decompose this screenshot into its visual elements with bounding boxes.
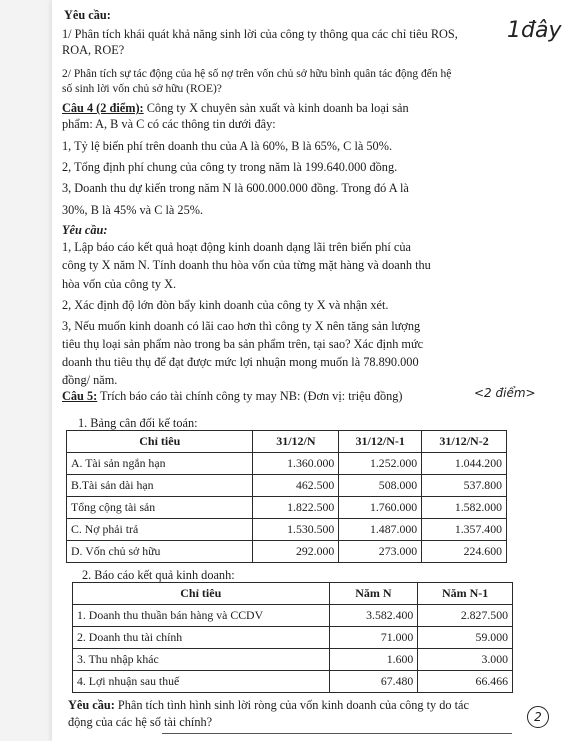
row-label-cell: 3. Thu nhập khác [73, 649, 330, 671]
cau4-req-3-line-2: tiêu thụ loại sản phẩm nào trong ba sản phẩm trên, tại sao? Xác định mức [62, 337, 424, 351]
value-cell: 1.357.400 [422, 519, 507, 541]
table-row [73, 627, 513, 649]
cau5-intro-text: Trích báo cáo tài chính công ty may NB: (Đơn vị: triệu đồng) [97, 389, 403, 403]
cau5-title: Câu 5: [62, 389, 98, 403]
row-label-cell: 2. Doanh thu tài chính [73, 627, 330, 649]
cau4-item-1: 1, Tỷ lệ biến phí trên doanh thu của A là 60%, B là 65%, C là 50%. [62, 139, 393, 153]
column-header: Năm N [329, 583, 418, 605]
question-2-line-1: 2/ Phân tích sự tác động của hệ số nợ trên vốn chủ sở hữu bình quân tác động đến hệ [62, 68, 452, 80]
cau5-req-line-1 [68, 698, 469, 713]
table-row [67, 519, 507, 541]
row-label-cell: C. Nợ phải trả [67, 519, 253, 541]
income-statement-body [73, 605, 513, 693]
row-label-cell: Tổng cộng tài sản [67, 497, 253, 519]
value-cell: 537.800 [422, 475, 507, 497]
row-label-cell: 1. Doanh thu thuần bán hàng và CCDV [73, 605, 330, 627]
table-header-row [67, 431, 507, 453]
value-cell: 1.487.000 [339, 519, 422, 541]
question-2-line-2: số sinh lời vốn chủ sở hữu (ROE)? [62, 83, 222, 95]
value-cell: 59.000 [418, 627, 513, 649]
value-cell: 462.500 [253, 475, 339, 497]
column-header: Chỉ tiêu [67, 431, 253, 453]
value-cell: 508.000 [339, 475, 422, 497]
cau5-req-text: Phân tích tình hình sinh lời ròng của vốn kinh doanh của công ty do tác [114, 698, 469, 712]
cau4-req-1-line-3: hòa vốn của công ty X. [62, 277, 177, 291]
page-number: 2 [527, 706, 549, 728]
table-row [73, 649, 513, 671]
table-row [73, 671, 513, 693]
cau5-intro [62, 389, 403, 404]
cau4-yeu-cau: Yêu cầu: [62, 223, 108, 237]
value-cell: 1.760.000 [339, 497, 422, 519]
column-header: 31/12/N [253, 431, 339, 453]
table-row [67, 475, 507, 497]
handwritten-note-top: 1đây [507, 18, 562, 43]
table-row [67, 541, 507, 563]
cau4-req-1-line-1: 1, Lập báo cáo kết quả hoạt động kinh doanh dạng lãi trên biến phí của [62, 240, 411, 254]
value-cell: 67.480 [329, 671, 418, 693]
value-cell: 1.822.500 [253, 497, 339, 519]
cau4-intro-text: Công ty X chuyên sản xuất và kinh doanh ba loại sản [143, 101, 409, 115]
value-cell: 1.044.200 [422, 453, 507, 475]
table-header-row [73, 583, 513, 605]
heading-yeu-cau: Yêu cầu: [64, 8, 111, 22]
cau4-req-3-line-4: đồng/ năm. [62, 373, 118, 387]
bottom-divider [162, 733, 512, 734]
cau4-req-1-line-2: công ty X năm N. Tính doanh thu hòa vốn của từng mặt hàng và doanh thu [62, 258, 431, 272]
table-1-title: 1. Bảng cân đối kế toán: [78, 416, 198, 430]
cau5-yeu-cau: Yêu cầu: [68, 698, 115, 712]
row-label-cell: D. Vốn chủ sở hữu [67, 541, 253, 563]
table-2-title: 2. Báo cáo kết quả kinh doanh: [82, 568, 235, 582]
handwritten-note-cau5: <2 điểm> [474, 386, 536, 400]
cau4-intro-line-1 [62, 101, 409, 116]
value-cell: 1.252.000 [339, 453, 422, 475]
cau4-req-3-line-3: doanh thu tiêu thụ để đạt được mức lợi nhuận mong muốn là 78.890.000 [62, 355, 419, 369]
cau4-item-3-line-1: 3, Doanh thu dự kiến trong năm N là 600.000.000 đồng. Trong đó A là [62, 181, 409, 195]
cau5-req-line-2: động của các hệ số tài chính? [68, 715, 213, 729]
value-cell: 1.582.000 [422, 497, 507, 519]
document-page [52, 0, 563, 741]
column-header: Năm N-1 [418, 583, 513, 605]
value-cell: 273.000 [339, 541, 422, 563]
row-label-cell: A. Tài sản ngắn hạn [67, 453, 253, 475]
column-header: Chỉ tiêu [73, 583, 330, 605]
question-1-line-2: ROA, ROE? [62, 43, 125, 57]
value-cell: 3.582.400 [329, 605, 418, 627]
cau4-req-3-line-1: 3, Nếu muốn kinh doanh có lãi cao hơn thì công ty X nên tăng sản lượng [62, 319, 421, 333]
question-1-line-1: 1/ Phân tích khái quát khả năng sinh lời của công ty thông qua các chỉ tiêu ROS, [62, 27, 458, 41]
value-cell: 292.000 [253, 541, 339, 563]
income-statement-table [72, 582, 513, 693]
row-label-cell: B.Tài sản dài hạn [67, 475, 253, 497]
value-cell: 66.466 [418, 671, 513, 693]
value-cell: 1.360.000 [253, 453, 339, 475]
value-cell: 1.600 [329, 649, 418, 671]
table-row [67, 453, 507, 475]
table-row [73, 605, 513, 627]
value-cell: 224.600 [422, 541, 507, 563]
table-row [67, 497, 507, 519]
column-header: 31/12/N-1 [339, 431, 422, 453]
balance-sheet-table [66, 430, 507, 563]
column-header: 31/12/N-2 [422, 431, 507, 453]
value-cell: 71.000 [329, 627, 418, 649]
cau4-intro-line-2: phẩm: A, B và C có các thông tin dưới đây: [62, 117, 276, 131]
value-cell: 1.530.500 [253, 519, 339, 541]
balance-sheet-body [67, 453, 507, 563]
cau4-item-3-line-2: 30%, B là 45% và C là 25%. [62, 203, 204, 217]
value-cell: 2.827.500 [418, 605, 513, 627]
cau4-item-2: 2, Tổng định phí chung của công ty trong năm là 199.640.000 đồng. [62, 160, 398, 174]
value-cell: 3.000 [418, 649, 513, 671]
cau4-req-2: 2, Xác định độ lớn đòn bẩy kinh doanh của công ty X và nhận xét. [62, 298, 389, 312]
row-label-cell: 4. Lợi nhuận sau thuế [73, 671, 330, 693]
cau4-title: Câu 4 (2 điểm): [62, 101, 144, 115]
